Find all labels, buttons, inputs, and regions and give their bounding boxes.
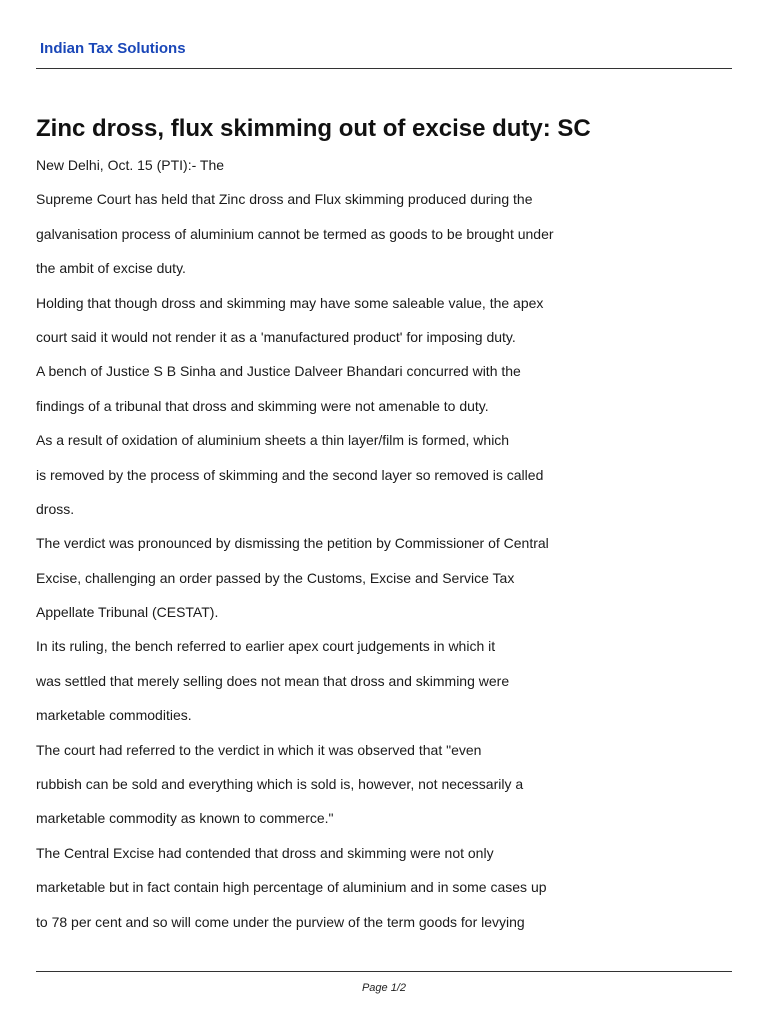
article-line: In its ruling, the bench referred to earlier apex court judgements in which it xyxy=(36,638,496,655)
article-line: The verdict was pronounced by dismissing the petition by Commissioner of Central xyxy=(36,535,549,552)
article-line: to 78 per cent and so will come under the purview of the term goods for levying xyxy=(36,913,525,930)
article-line: The court had referred to the verdict in which it was observed that "even xyxy=(36,741,482,758)
article-line: was settled that merely selling does not mean that dross and skimming were xyxy=(36,672,510,689)
article-line: Appellate Tribunal (CESTAT). xyxy=(36,604,219,621)
site-title-link[interactable]: Indian Tax Solutions xyxy=(40,40,186,57)
article-line: The Central Excise had contended that dross and skimming were not only xyxy=(36,844,494,861)
article-headline: Zinc dross, flux skimming out of excise duty: SC xyxy=(36,115,591,142)
article-line: is removed by the process of skimming and the second layer so removed is called xyxy=(36,466,544,483)
article-line: Supreme Court has held that Zinc dross and Flux skimming produced during the xyxy=(36,191,533,208)
article-line: findings of a tribunal that dross and skimming were not amenable to duty. xyxy=(36,397,489,414)
article-line: Excise, challenging an order passed by the Customs, Excise and Service Tax xyxy=(36,569,515,586)
header-divider xyxy=(36,68,732,69)
article-body xyxy=(36,153,726,944)
article-line: Holding that though dross and skimming may have some saleable value, the apex xyxy=(36,294,544,311)
article-line: galvanisation process of aluminium cannot be termed as goods to be brought under xyxy=(36,225,554,242)
article-line: New Delhi, Oct. 15 (PTI):- The xyxy=(36,157,225,173)
article-line: marketable commodity as known to commerce." xyxy=(36,810,334,827)
article-line: rubbish can be sold and everything which is sold is, however, not necessarily a xyxy=(36,776,524,793)
article-line: A bench of Justice S B Sinha and Justice Dalveer Bhandari concurred with the xyxy=(36,363,521,380)
article-line: the ambit of excise duty. xyxy=(36,260,186,277)
page-number: Page 1/2 xyxy=(361,982,407,994)
article-line: marketable commodities. xyxy=(36,707,192,724)
article-line: court said it would not render it as a 'manufactured product' for imposing duty. xyxy=(36,328,516,345)
footer-divider xyxy=(36,971,732,972)
article-line: marketable but in fact contain high percentage of aluminium and in some cases up xyxy=(36,879,547,896)
article-line: dross. xyxy=(36,500,75,517)
article-line: As a result of oxidation of aluminium sheets a thin layer/film is formed, which xyxy=(36,432,510,449)
